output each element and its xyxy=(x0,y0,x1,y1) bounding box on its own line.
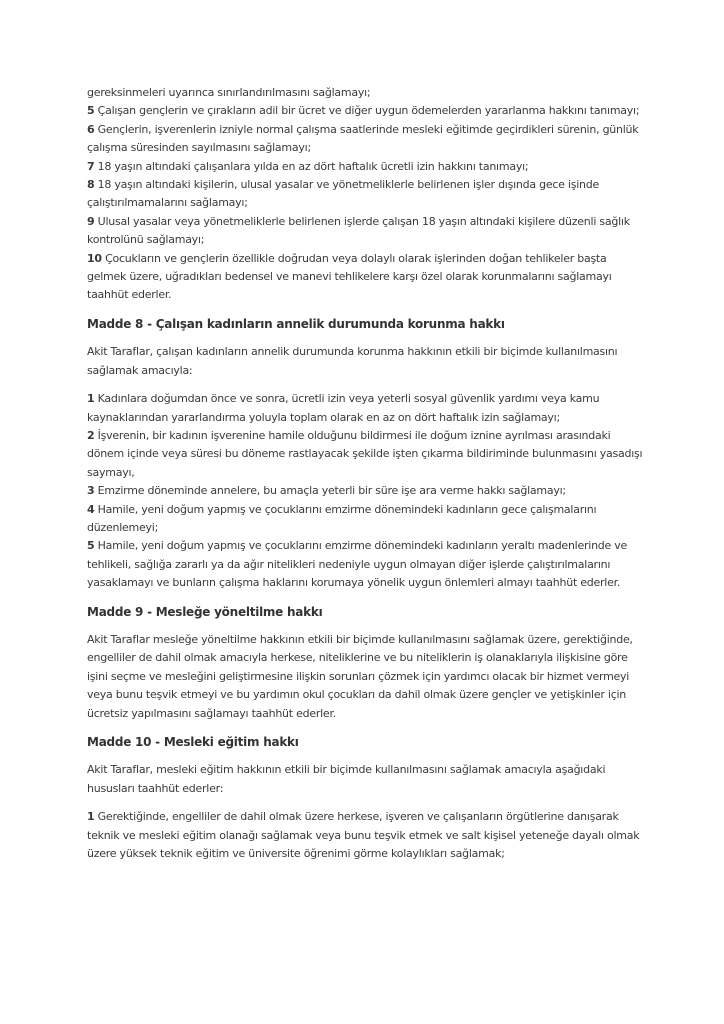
paragraph-madde-10-intro: Akit Taraflar, mesleki eğitim hakkının etkili bir biçimde kullanılmasını sağlamak amacıyla aşağıdaki hususları taahhüt ederler: xyxy=(87,763,606,795)
item-text: Hamile, yeni doğum yapmış ve çocuklarını emzirme dönemindeki kadınların gece çalışmalarını düzenlemeyi; xyxy=(87,502,597,534)
list-item xyxy=(87,537,647,592)
item-number: 5 xyxy=(87,539,95,553)
item-number: 8 xyxy=(87,178,95,192)
list-block-madde-8 xyxy=(87,390,647,592)
item-text: Çocukların ve gençlerin özellikle doğrudan veya dolaylı olarak işlerinden doğan tehlikeler başta gelmek üzere, uğradıkları bedensel ve manevi tehlikelere karşı özel olarak korunmalarını sağlamayı taahhüt ederler. xyxy=(87,251,612,302)
list-item xyxy=(87,482,647,500)
heading-madde-10: Madde 10 - Mesleki eğitim hakkı xyxy=(87,735,299,749)
list-item xyxy=(87,250,647,305)
list-item xyxy=(87,158,647,176)
list-item xyxy=(87,121,647,158)
item-number: 10 xyxy=(87,251,102,265)
item-text: Emzirme döneminde annelere, bu amaçla yeterli bir süre işe ara verme hakkı sağlamayı; xyxy=(97,484,566,498)
item-text: İşverenin, bir kadının işverenine hamile olduğunu bildirmesi ile doğum iznine ayrılması arasındaki dönem içinde veya süresi bu döneme rastlayacak şekilde işten çıkarma bildiriminde bulunmasını yasadışı saymayı, xyxy=(87,428,643,479)
continuation-line xyxy=(87,84,647,102)
item-text: gereksinmeleri uyarınca sınırlandırılmasını sağlamayı; xyxy=(87,86,371,99)
list-item xyxy=(87,213,647,250)
item-text: Gençlerin, işverenlerin izniyle normal çalışma saatlerinde mesleki eğitimde geçirdikleri sürenin, günlük çalışma süresinden sayılmasını sağlamayı; xyxy=(87,122,639,155)
list-item xyxy=(87,102,647,120)
item-number: 6 xyxy=(87,122,95,136)
list-item xyxy=(87,501,647,538)
item-number: 2 xyxy=(87,428,95,442)
item-number: 1 xyxy=(87,810,95,824)
document-content xyxy=(87,84,647,863)
item-text: 18 yaşın altındaki çalışanlara yılda en az dört haftalık ücretli izin hakkını tanımayı; xyxy=(97,159,529,173)
item-number: 5 xyxy=(87,104,95,118)
list-block-madde-10 xyxy=(87,808,647,863)
item-text: Kadınlara doğumdan önce ve sonra, ücretli izin veya yeterli sosyal güvenlik yardımı veya kamu kaynaklarından yararlandırma yoluyla toplam olarak en az on dört haftalık izin sağlamayı; xyxy=(87,392,600,424)
heading-madde-9: Madde 9 - Mesleğe yöneltilme hakkı xyxy=(87,604,323,619)
item-number: 7 xyxy=(87,159,95,173)
item-number: 9 xyxy=(87,214,95,228)
list-item xyxy=(87,808,647,863)
paragraph-madde-9-body: Akit Taraflar mesleğe yöneltilme hakkının etkili bir biçimde kullanılmasını sağlamak üzere, gerektiğinde, engelliler de dahil olmak amacıyla herkese, niteliklerine ve bu niteliklerin iş olanaklarıyla ilişkisine göre işini seçme ve mesleğini geliştirmesine ilişkin sorunları çözmek için yardımcı olacak bir hizmet vermeyi veya bunu teşvik etmeyi ve bu yardımın okul çocukları da dahil olmak üzere gençler ve yetişkinler için ücretsiz yapılmasını sağlamayı taahhüt ederler. xyxy=(87,632,633,720)
item-text: 18 yaşın altındaki kişilerin, ulusal yasalar ve yönetmeliklerle belirlenen işler dışında gece işinde çalıştırılmamalarını sağlamayı; xyxy=(87,178,599,210)
item-text: Çalışan gençlerin ve çırakların adil bir ücret ve diğer uygun ödemelerden yararlanma hakkını tanımayı; xyxy=(97,104,640,118)
item-text: Ulusal yasalar veya yönetmeliklerle belirlenen işlerde çalışan 18 yaşın altındaki kişilere düzenli sağlık kontrolünü sağlamayı; xyxy=(87,214,630,247)
list-item xyxy=(87,176,647,213)
item-number: 1 xyxy=(87,392,95,406)
heading-madde-8: Madde 8 - Çalışan kadınların annelik durumunda korunma hakkı xyxy=(87,316,505,331)
list-block-working-youth xyxy=(87,84,647,305)
item-number: 3 xyxy=(87,484,95,498)
item-number: 4 xyxy=(87,502,95,516)
item-text: Gerektiğinde, engelliler de dahil olmak üzere herkese, işveren ve çalışanların örgütlerine danışarak teknik ve mesleki eğitim olanağı sağlamak veya bunu teşvik etmek ve salt kişisel yeteneğe dayalı olmak üzere yüksek teknik eğitim ve üniversite öğrenimi görme kolaylıkları sağlamak; xyxy=(87,810,640,861)
list-item xyxy=(87,427,647,482)
list-item xyxy=(87,390,647,427)
item-text: Hamile, yeni doğum yapmış ve çocuklarını emzirme dönemindeki kadınların yeraltı madenlerinde ve tehlikeli, sağlığa zararlı ya da ağır nitelikleri nedeniyle uygun olmayan diğer işlerde çalıştırılmalarını yasaklamayı ve bunların çalışma haklarını korumaya yönelik uygun önlemleri almayı taahhüt ederler. xyxy=(87,539,628,590)
paragraph-madde-8-intro: Akit Taraflar, çalışan kadınların annelik durumunda korunma hakkının etkili bir biçimde kullanılmasını sağlamak amacıyla: xyxy=(87,345,618,377)
